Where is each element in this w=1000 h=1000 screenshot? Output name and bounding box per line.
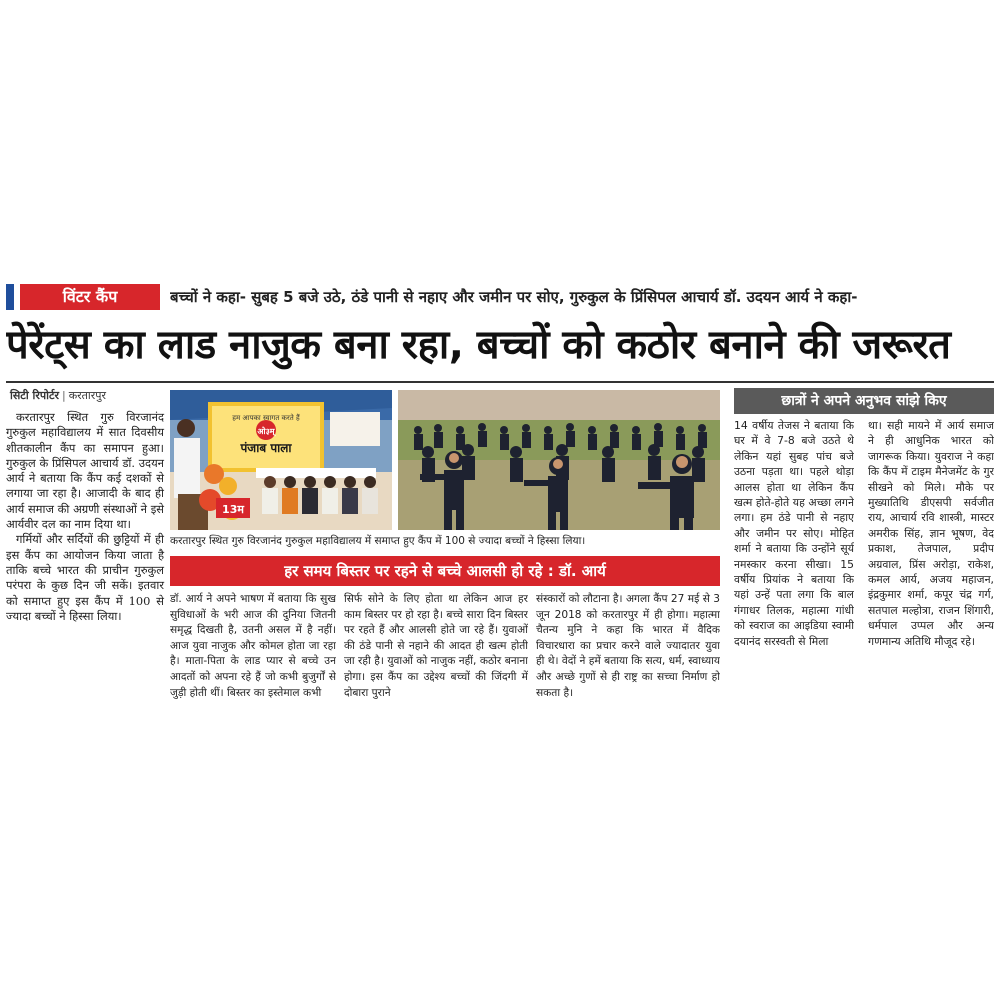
- lead-column: [6, 410, 164, 715]
- headline: पेरेंट्स का लाड नाजुक बना रहा, बच्चों को कठोर बनाने की जरूरत: [6, 322, 951, 368]
- photo-stage: [170, 390, 392, 530]
- lead-paragraph-2: गर्मियों और सर्दियों की छुट्टियों में ही इस कैंप का आयोजन किया जाता है ताकि बच्चे भारत की प्राचीन गुरुकुल परंपरा के कुछ दिन जी सकें। इतवार को समाप्त हुए इस कैंप में 100 से ज्यादा बच्चों ने हिस्सा लिया।: [6, 532, 164, 623]
- kicker-blue-mark: [6, 284, 14, 310]
- sidebar-column-1: 14 वर्षीय तेजस ने बताया कि घर में वे 7-8 बजे उठते थे लेकिन यहां सुबह पांच बजे उठना पड़ता था। पहले थोड़ा आलस होता था लेकिन कैंप खत्म होते-होते यह अच्छा लगने लगा। हम ठंडे पानी से नहाए और जमीन पर सोए। मोहित शर्मा ने बताया कि उन्होंने सूर्य नमस्कार करना सीखा। 15 वर्षीय प्रियांक ने बताया कि यहां उन्हें पता लगा कि बाल गंगाधर तिलक, महात्मा गांधी को स्वराज का आइडिया स्वामी दयानंद सरस्वती से मिला: [734, 419, 854, 648]
- headline-rule: [6, 381, 994, 383]
- photo-martial-arts-image: [398, 390, 720, 530]
- photo-stage-image: [170, 390, 392, 530]
- body-column-2: सिर्फ सोने के लिए होता था लेकिन आज हर काम बिस्तर पर हो रहा है। बच्चे सारा दिन बिस्तर पर रहते हैं और आलसी होते जा रहे हैं। युवाओं की ठंडे पानी से नहाने की आदत ही खत्म होती जा रही है। युवाओं को नाजुक नहीं, कठोर बनाना होगा। इस कैंप का उद्देश्य बच्चों की जिंदगी में दोबारा पुराने: [344, 593, 528, 699]
- photo-caption: करतारपुर स्थित गुरु विरजानंद गुरुकुल महाविद्यालय में समाप्त हुए कैंप में 100 से ज्यादा बच्चों ने हिस्सा लिया।: [170, 535, 586, 547]
- body-column-1: डॉ. आर्य ने अपने भाषण में बताया कि सुख सुविधाओं के भरी आज की दुनिया जितनी समृद्ध दिखती है, उतनी असल में है नहीं। आज युवा नाजुक और कोमल होता जा रहा है। माता-पिता के लाड प्यार से बच्चे उन आदतों को अपना रहे हैं जो कभी बुजुर्गों से जुड़ी होती थीं। बिस्तर का इस्तेमाल कभी: [170, 593, 336, 699]
- photo-martial-arts: [398, 390, 720, 530]
- lead-paragraph-1: करतारपुर स्थित गुरु विरजानंद गुरुकुल महाविद्यालय में सात दिवसीय शीतकालीन कैंप का समापन हुआ। गुरुकुल के प्रिंसिपल आचार्य डॉ. उदयन आर्य ने बताया कि कैंप कई दशकों से लगाया जा रहा है। आजादी के बाद ही आर्य समाज की अग्रणी संस्थाओं ने इसे आर्यवीर दल का नाम दिया था।: [6, 410, 164, 532]
- sidebar-heading: छात्रों ने अपने अनुभव सांझे किए: [734, 388, 994, 414]
- kicker-strip: [6, 284, 994, 310]
- banner-title-text: पंजाब पाला: [240, 441, 292, 455]
- body-column-3: संस्कारों को लौटाना है। अगला कैंप 27 मई से 3 जून 2018 को करतारपुर में ही होगा। महात्मा चैतन्य मुनि ने कहा कि भारत में वैदिक विचारधारा का प्रचार करने वाले ज्यादातर युवा ही थे। वेदों ने हमें बताया कि सत्य, धर्म, स्वाध्याय और अच्छे गुणों से ही राष्ट्र का सच्चा निर्माण हो सकता है।: [536, 593, 720, 699]
- sidebar-column-2: था। सही मायने में आर्य समाज ने ही आधुनिक भारत को जागरूक किया। युवराज ने कहा कि कैंप में टाइम मैनेजमेंट के गुर सीखने को मिले। मौके पर मुख्यातिथि डीएसपी सर्वजीत राय, आचार्य रवि शास्त्री, मास्टर अमरीक सिंह, ज्ञान भूषण, वेद प्रकाश, तेजपाल, प्रदीप अग्रवाल, प्रिंस अरोड़ा, राकेश, कमल आर्य, अजय महाजन, इंद्रकुमार शर्मा, कपूर चंद्र गर्ग, सतपाल मल्होत्रा, राजन शिंगारी, धर्मपाल उप्पल और अन्य गणमान्य अतिथि मौजूद रहे।: [868, 419, 994, 648]
- byline-reporter: सिटी रिपोर्टर: [10, 389, 59, 402]
- emblem-text: ओ३म्: [257, 427, 275, 436]
- podium-text: 13म: [222, 503, 244, 516]
- byline: [10, 387, 160, 405]
- banner-small-text: हम आपका स्वागत करते हैं: [232, 414, 300, 422]
- section-tag: विंटर कैंप: [20, 284, 160, 310]
- byline-place: करतारपुर: [68, 389, 107, 402]
- byline-separator: |: [62, 389, 66, 402]
- kicker-line: बच्चों ने कहा- सुबह 5 बजे उठे, ठंडे पानी से नहाए और जमीन पर सोए, गुरुकुल के प्रिंसिपल आचार्य डॉ. उदयन आर्य ने कहा-: [170, 288, 858, 306]
- subheading: हर समय बिस्तर पर रहने से बच्चे आलसी हो रहे : डॉ. आर्य: [170, 556, 720, 586]
